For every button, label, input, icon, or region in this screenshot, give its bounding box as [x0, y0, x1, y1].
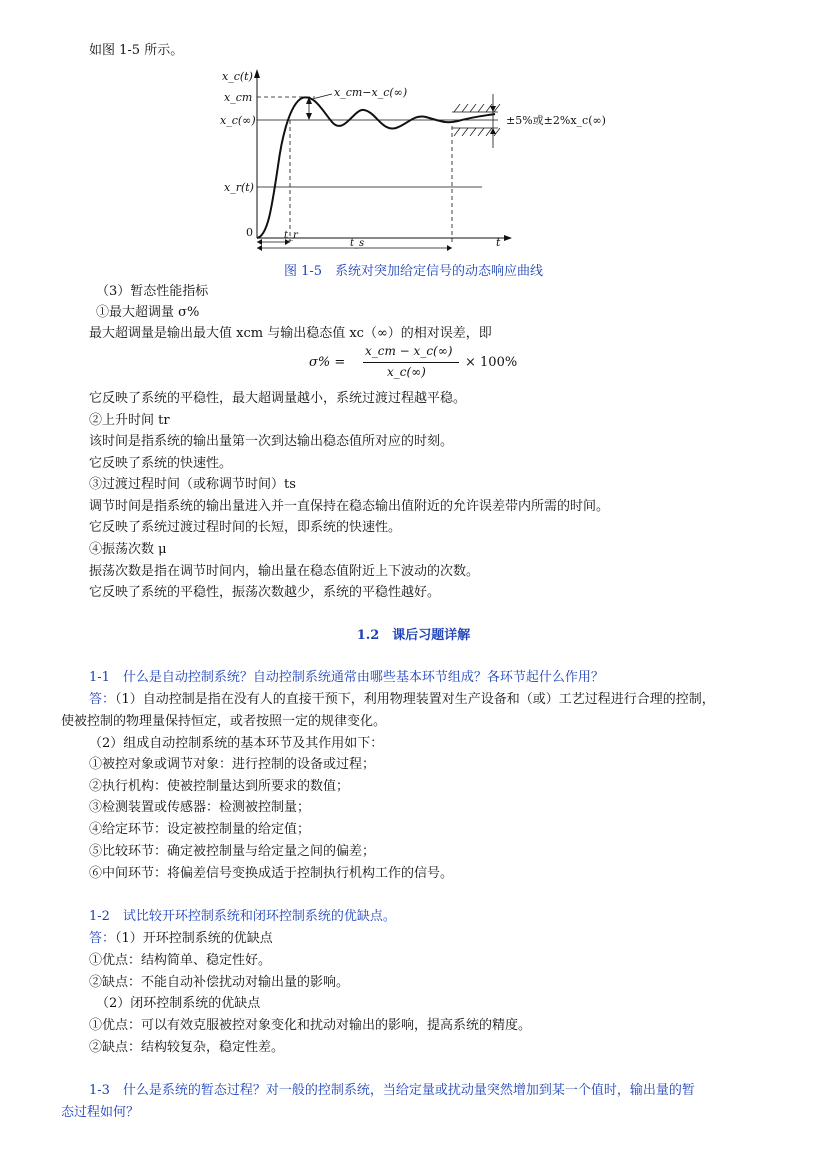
oscillation-title: ④振荡次数 μ [89, 542, 167, 557]
formula-bar [363, 362, 459, 363]
list-item: ②缺点：不能自动补偿扰动对输出量的影响。 [89, 975, 350, 990]
list-item: ⑥中间环节：将偏差信号变换成适于控制执行机构工作的信号。 [89, 866, 454, 881]
oscillation-meaning: 它反映了系统的平稳性，振荡次数越少，系统的平稳性越好。 [89, 585, 441, 600]
settling-time-meaning: 它反映了系统过渡过程时间的长短，即系统的快速性。 [89, 520, 402, 535]
answer-1-2-sub2: （2）闭环控制系统的优缺点 [96, 996, 261, 1011]
t-label: t [496, 236, 501, 249]
list-item: ①优点：可以有效克服被控对象变化和扰动对输出的影响，提高系统的精度。 [89, 1018, 532, 1033]
overshoot-desc: 最大超调量是输出最大值 xcm 与输出稳态值 xc（∞）的相对误差，即 [89, 326, 492, 341]
y-axis-arrow [254, 69, 260, 78]
formula-lhs: σ% = [309, 355, 346, 370]
answer-text: （1）开环控制系统的优缺点 [115, 931, 273, 946]
figure-caption: 图 1-5 系统对突加给定信号的动态响应曲线 [283, 264, 544, 279]
list-item: ②缺点：结构较复杂，稳定性差。 [89, 1040, 285, 1055]
overshoot-label: x_cm−x_c(∞) [334, 86, 408, 99]
rise-time-meaning: 它反映了系统的快速性。 [89, 456, 233, 471]
answer-1-1-line1 [89, 692, 715, 708]
response-curve [257, 97, 495, 238]
overshoot-title: ①最大超调量 σ% [96, 305, 200, 320]
xr-label: x_r(t) [224, 181, 254, 194]
transient-heading: （3）暂态性能指标 [96, 284, 209, 299]
answer-1-2-line1 [89, 931, 273, 947]
question-1-2: 1-2 试比较开环控制系统和闭环控制系统的优缺点。 [89, 909, 396, 924]
rise-time-desc: 该时间是指系统的输出量第一次到达输出稳态值所对应的时刻。 [89, 434, 454, 449]
xc-inf-label: x_c(∞) [220, 114, 256, 127]
answer-text: （1）自动控制是指在没有人的直接干预下，利用物理装置对生产设备和（或）工艺过程进行合理的控制， [115, 692, 715, 707]
answer-1-1-line2: 使被控制的物理量保持恒定，或者按照一定的规律变化。 [61, 714, 387, 729]
formula-rhs: × 100% [465, 355, 518, 370]
question-1-3-line2: 态过程如何？ [61, 1105, 140, 1120]
list-item: ②执行机构：使被控制量达到所要求的数值； [89, 779, 350, 794]
intro-line: 如图 1-5 所示。 [89, 43, 184, 58]
oscillation-desc: 振荡次数是指在调节时间内，输出量在稳态值附近上下波动的次数。 [89, 564, 480, 579]
settling-time-title: ③过渡过程时间（或称调节时间）ts [89, 477, 296, 492]
list-item: ③检测装置或传感器：检测被控制量； [89, 800, 311, 815]
rise-time-title: ②上升时间 tr [89, 413, 170, 428]
band-label: ±5%或±2%x_c(∞) [506, 114, 606, 127]
y-axis-label: x_c(t) [222, 70, 253, 83]
overshoot-meaning: 它反映了系统的平稳性，最大超调量越小，系统过渡过程越平稳。 [89, 391, 467, 406]
question-1-1: 1-1 什么是自动控制系统？自动控制系统通常由哪些基本环节组成？各环节起什么作用？ [89, 670, 604, 685]
section-title: 1.2 课后习题详解 [356, 628, 471, 643]
tr-label: t_r [284, 230, 298, 241]
x-axis-arrow [504, 235, 512, 241]
answer-prefix: 答： [89, 931, 116, 946]
answer-1-1-sub2: （2）组成自动控制系统的基本环节及其作用如下： [89, 736, 384, 751]
list-item: ④给定环节：设定被控制量的给定值； [89, 822, 311, 837]
formula-denominator: x_c(∞) [387, 365, 426, 379]
formula-numerator: x_cm − x_c(∞) [365, 344, 453, 358]
zero-label: 0 [246, 226, 253, 239]
ts-label: t_s [350, 238, 365, 249]
list-item: ①优点：结构简单、稳定性好。 [89, 953, 272, 968]
settling-time-desc: 调节时间是指系统的输出量进入并一直保持在稳态输出值附近的允许误差带内所需的时间。 [89, 499, 610, 514]
response-curve-figure [220, 66, 620, 256]
list-item: ⑤比较环节：确定被控制量与给定量之间的偏差； [89, 844, 376, 859]
xcm-label: x_cm [224, 91, 253, 104]
question-1-3-line1: 1-3 什么是系统的暂态过程？对一般的控制系统，当给定量或扰动量突然增加到某一个值时，输出量的暂 [89, 1083, 695, 1098]
answer-prefix: 答： [89, 692, 116, 707]
list-item: ①被控对象或调节对象：进行控制的设备或过程； [89, 757, 376, 772]
overshoot-formula [309, 344, 539, 384]
